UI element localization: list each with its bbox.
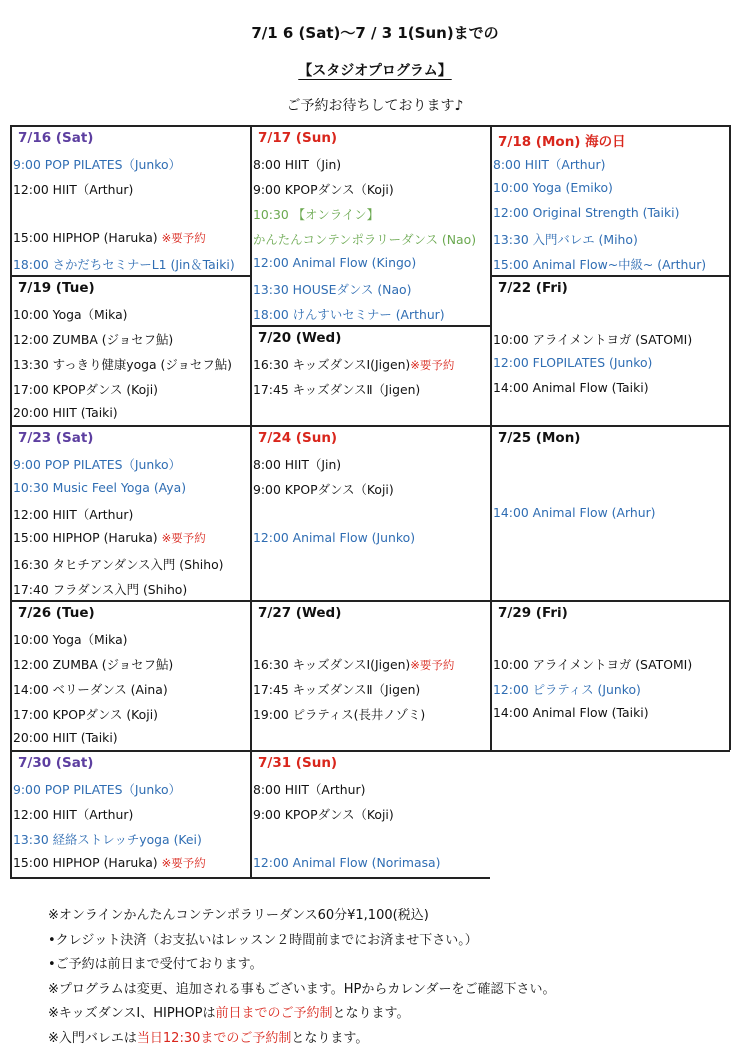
grid-line [729, 125, 731, 750]
class-entry: 12:00 Animal Flow (Junko) [253, 530, 416, 545]
class-entry: 15:00 HIPHOP (Haruka) ※要予約 [13, 530, 206, 545]
note-line: ※プログラムは変更、追加される事もございます。HPからカレンダーをご確認下さい。 [48, 981, 556, 997]
class-entry: 14:00 Animal Flow (Arhur) [493, 505, 656, 520]
class-entry: 12:00 HIIT（Arthur) [13, 507, 134, 522]
class-entry: 9:00 POP PILATES（Junko） [13, 782, 181, 797]
day-header: 7/22 (Fri) [498, 280, 568, 296]
class-entry: 13:30 入門バレエ (Miho) [493, 232, 638, 247]
day-header: 7/17 (Sun) [258, 130, 338, 146]
grid-line [250, 325, 490, 327]
grid-line [490, 275, 730, 277]
grid-line [250, 125, 252, 877]
day-header: 7/16 (Sat) [18, 130, 94, 146]
grid-line [10, 275, 250, 277]
note-line: •ご予約は前日まで受付ております。 [48, 957, 263, 972]
note-line: ※キッズダンスⅠ、HIPHOPは前日までのご予約制となります。 [48, 1006, 410, 1021]
grid-line [10, 425, 730, 427]
grid-line [10, 600, 730, 602]
class-entry: 15:00 Animal Flow~中級~ (Arthur) [493, 257, 707, 272]
class-entry: 20:00 HIIT (Taiki) [13, 730, 118, 745]
class-entry: 17:45 キッズダンスⅡ（Jigen) [253, 382, 421, 397]
class-entry: 9:00 POP PILATES（Junko） [13, 157, 181, 172]
day-header: 7/24 (Sun) [258, 430, 338, 446]
page-subtitle: ご予約お待ちしております♪ [286, 98, 464, 114]
class-entry: 8:00 HIIT（Jin) [253, 457, 342, 472]
class-entry: 12:00 ZUMBA (ジョセフ鮎) [13, 332, 174, 347]
class-entry: 13:30 HOUSEダンス (Nao) [253, 282, 412, 297]
class-entry: 8:00 HIIT（Arthur) [493, 157, 606, 172]
class-entry: 12:00 FLOPILATES (Junko) [493, 355, 653, 370]
class-entry: かんたんコンテンポラリーダンス (Nao) [253, 232, 477, 247]
grid-line [10, 750, 730, 752]
day-header: 7/25 (Mon) [498, 430, 581, 446]
reservation-required-mark: ※要予約 [161, 231, 206, 245]
class-entry: 18:00 けんすいセミナー (Arthur) [253, 307, 445, 322]
class-entry: 14:00 Animal Flow (Taiki) [493, 705, 649, 720]
day-header: 7/31 (Sun) [258, 755, 338, 771]
class-entry: 10:00 アライメントヨガ (SATOMI) [493, 657, 693, 672]
class-entry: 12:00 ZUMBA (ジョセフ鮎) [13, 657, 174, 672]
class-entry: 9:00 KPOPダンス（Koji) [253, 482, 394, 497]
class-entry: 13:30 すっきり健康yoga (ジョセフ鮎) [13, 357, 232, 372]
class-entry: 10:00 Yoga (Emiko) [493, 180, 613, 195]
reservation-required-mark: ※要予約 [410, 358, 455, 372]
page-title: 【スタジオプログラム】 [298, 63, 452, 79]
note-line: ※入門バレエは当日12:30までのご予約制となります。 [48, 1030, 369, 1046]
grid-line [10, 877, 490, 879]
class-entry: 14:00 Animal Flow (Taiki) [493, 380, 649, 395]
period-heading: 7/1 6 (Sat)〜7 / 3 1(Sun)までの [251, 24, 499, 42]
note-line: •クレジット決済（お支払いはレッスン２時間前までにお済ませ下さい。） [48, 932, 478, 948]
class-entry: 10:30 Music Feel Yoga (Aya) [13, 480, 187, 495]
reservation-required-mark: ※要予約 [410, 658, 455, 672]
day-header: 7/19 (Tue) [18, 280, 95, 296]
class-entry: 9:00 KPOPダンス（Koji) [253, 807, 394, 822]
class-entry: 13:30 経絡ストレッチyoga (Kei) [13, 832, 202, 847]
class-entry: 14:00 ベリーダンス (Aina) [13, 682, 168, 697]
class-entry: 19:00 ピラティス(長井ノゾミ) [253, 707, 426, 722]
class-entry: 8:00 HIIT（Jin) [253, 157, 342, 172]
day-header: 7/20 (Wed) [258, 330, 342, 346]
class-entry: 15:00 HIPHOP (Haruka) ※要予約 [13, 855, 206, 870]
class-entry: 15:00 HIPHOP (Haruka) ※要予約 [13, 230, 206, 245]
class-entry: 18:00 さかだちセミナーL1 (Jin＆Taiki) [13, 257, 235, 272]
class-entry: 17:00 KPOPダンス (Koji) [13, 382, 158, 397]
class-entry: 16:30 タヒチアンダンス入門 (Shiho) [13, 557, 224, 572]
day-header: 7/26 (Tue) [18, 605, 95, 621]
notes [48, 904, 556, 1051]
class-entry: 12:00 Animal Flow (Kingo) [253, 255, 417, 270]
class-entry: 9:00 KPOPダンス（Koji) [253, 182, 394, 197]
class-entry: 9:00 POP PILATES（Junko） [13, 457, 181, 472]
grid-line [490, 125, 492, 750]
class-entry: 17:00 KPOPダンス (Koji) [13, 707, 158, 722]
class-entry: 20:00 HIIT (Taiki) [13, 405, 118, 420]
class-entry: 16:30 キッズダンスⅠ(Jigen)※要予約 [253, 657, 455, 672]
day-header: 7/30 (Sat) [18, 755, 94, 771]
class-entry: 17:45 キッズダンスⅡ（Jigen) [253, 682, 421, 697]
class-entry: 8:00 HIIT（Arthur) [253, 782, 366, 797]
class-entry: 17:40 フラダンス入門 (Shiho) [13, 582, 188, 597]
day-header: 7/29 (Fri) [498, 605, 568, 621]
reservation-required-mark: ※要予約 [161, 856, 206, 870]
class-entry: 10:30 【オンライン】 [253, 207, 380, 222]
class-entry: 16:30 キッズダンスⅠ(Jigen)※要予約 [253, 357, 455, 372]
class-entry: 10:00 Yoga（Mika) [13, 632, 128, 647]
grid-line [10, 125, 730, 127]
class-entry: 12:00 HIIT（Arthur) [13, 182, 134, 197]
class-entry: 12:00 Original Strength (Taiki) [493, 205, 680, 220]
day-header: 7/23 (Sat) [18, 430, 94, 446]
reservation-required-mark: ※要予約 [161, 531, 206, 545]
class-entry: 12:00 ピラティス (Junko) [493, 682, 641, 697]
class-entry: 12:00 HIIT（Arthur) [13, 807, 134, 822]
class-entry: 10:00 Yoga（Mika) [13, 307, 128, 322]
grid-line [10, 125, 12, 877]
class-entry: 10:00 アライメントヨガ (SATOMI) [493, 332, 693, 347]
day-header: 7/18 (Mon) 海の日 [498, 134, 626, 150]
class-entry: 12:00 Animal Flow (Norimasa) [253, 855, 441, 870]
schedule-grid [10, 125, 707, 877]
day-header: 7/27 (Wed) [258, 605, 342, 621]
note-line: ※オンラインかんたんコンテンポラリーダンス60分¥1,100(税込) [48, 908, 429, 923]
